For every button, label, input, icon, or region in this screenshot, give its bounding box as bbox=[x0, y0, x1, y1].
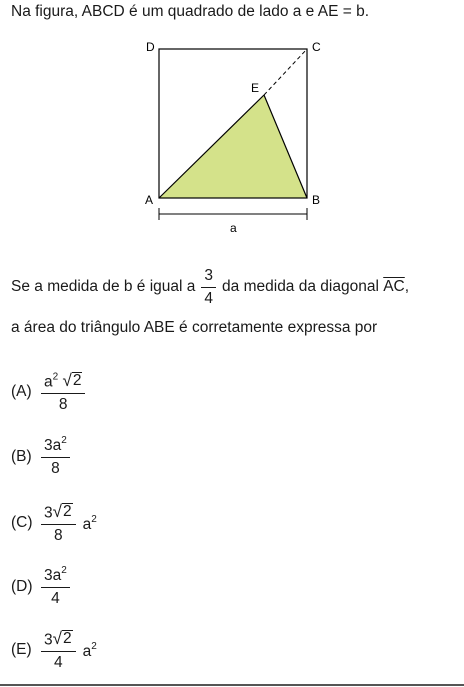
fraction-numerator: 3 bbox=[201, 268, 216, 288]
label-side-a: a bbox=[230, 221, 237, 235]
option-a[interactable] bbox=[11, 372, 91, 412]
radicand: 2 bbox=[72, 372, 82, 389]
num-term: 3a bbox=[44, 437, 62, 454]
option-letter: (A) bbox=[11, 383, 32, 401]
option-fraction bbox=[41, 630, 76, 670]
option-numerator bbox=[41, 503, 76, 525]
num-exponent: 2 bbox=[52, 371, 59, 383]
option-multiplier bbox=[83, 516, 97, 534]
option-denominator: 8 bbox=[53, 526, 63, 544]
problem-intro: Na figura, ABCD é um quadrado de lado a e AE = b. bbox=[11, 3, 370, 20]
multiplier-exponent: 2 bbox=[91, 641, 97, 653]
option-fraction bbox=[41, 435, 70, 477]
option-c[interactable] bbox=[11, 503, 97, 543]
question-text-2: da medida da diagonal bbox=[222, 278, 379, 295]
option-d[interactable] bbox=[11, 565, 76, 607]
diagonal-ac: $\overline{AC}$ bbox=[383, 278, 405, 295]
fraction-denominator: 4 bbox=[204, 289, 214, 307]
multiplier-var: a bbox=[82, 643, 92, 661]
question-line-1 bbox=[11, 262, 409, 312]
segment-ec-dashed bbox=[264, 49, 307, 95]
sqrt-symbol: √ 2 bbox=[52, 502, 72, 522]
multiplier-exponent: 2 bbox=[91, 514, 97, 526]
option-denominator: 8 bbox=[51, 459, 60, 477]
label-c: C bbox=[312, 40, 321, 54]
option-fraction bbox=[41, 565, 70, 607]
num-exponent: 2 bbox=[61, 435, 67, 446]
label-a: A bbox=[145, 193, 154, 207]
option-multiplier bbox=[83, 643, 97, 661]
option-b[interactable] bbox=[11, 435, 76, 477]
num-coef: 3 bbox=[44, 631, 53, 649]
num-term: 3a bbox=[44, 567, 62, 584]
option-numerator bbox=[41, 435, 70, 458]
option-fraction bbox=[41, 503, 76, 543]
multiplier-var: a bbox=[82, 516, 92, 534]
question-line-2: a área do triângulo ABE é corretamente expressa por bbox=[11, 319, 378, 336]
question-text-3: , bbox=[404, 278, 410, 295]
radicand: 2 bbox=[62, 630, 72, 647]
option-letter: (D) bbox=[11, 578, 33, 595]
option-numerator bbox=[41, 630, 76, 652]
option-denominator: 4 bbox=[51, 589, 60, 607]
label-e: E bbox=[251, 81, 260, 95]
option-letter: (E) bbox=[11, 641, 32, 659]
option-e[interactable] bbox=[11, 630, 97, 670]
bottom-divider bbox=[0, 684, 464, 686]
option-denominator: 8 bbox=[58, 395, 68, 413]
option-letter: (B) bbox=[11, 448, 32, 465]
option-fraction bbox=[41, 372, 85, 412]
triangle-abe bbox=[159, 95, 307, 198]
fraction-three-quarters bbox=[201, 268, 216, 306]
num-exponent: 2 bbox=[61, 565, 67, 576]
square-figure bbox=[140, 36, 330, 236]
option-letter: (C) bbox=[11, 514, 33, 532]
radicand: 2 bbox=[62, 503, 72, 520]
sqrt-symbol: √ 2 bbox=[62, 371, 82, 391]
label-d: D bbox=[146, 40, 155, 54]
option-numerator bbox=[41, 565, 70, 588]
option-denominator: 4 bbox=[53, 653, 63, 671]
sqrt-symbol: √ 2 bbox=[52, 629, 72, 649]
option-numerator bbox=[41, 372, 85, 394]
num-coef: 3 bbox=[44, 504, 53, 522]
question-text-1: Se a medida de b é igual a bbox=[11, 278, 196, 295]
label-b: B bbox=[312, 193, 321, 207]
num-var: a bbox=[44, 373, 53, 391]
